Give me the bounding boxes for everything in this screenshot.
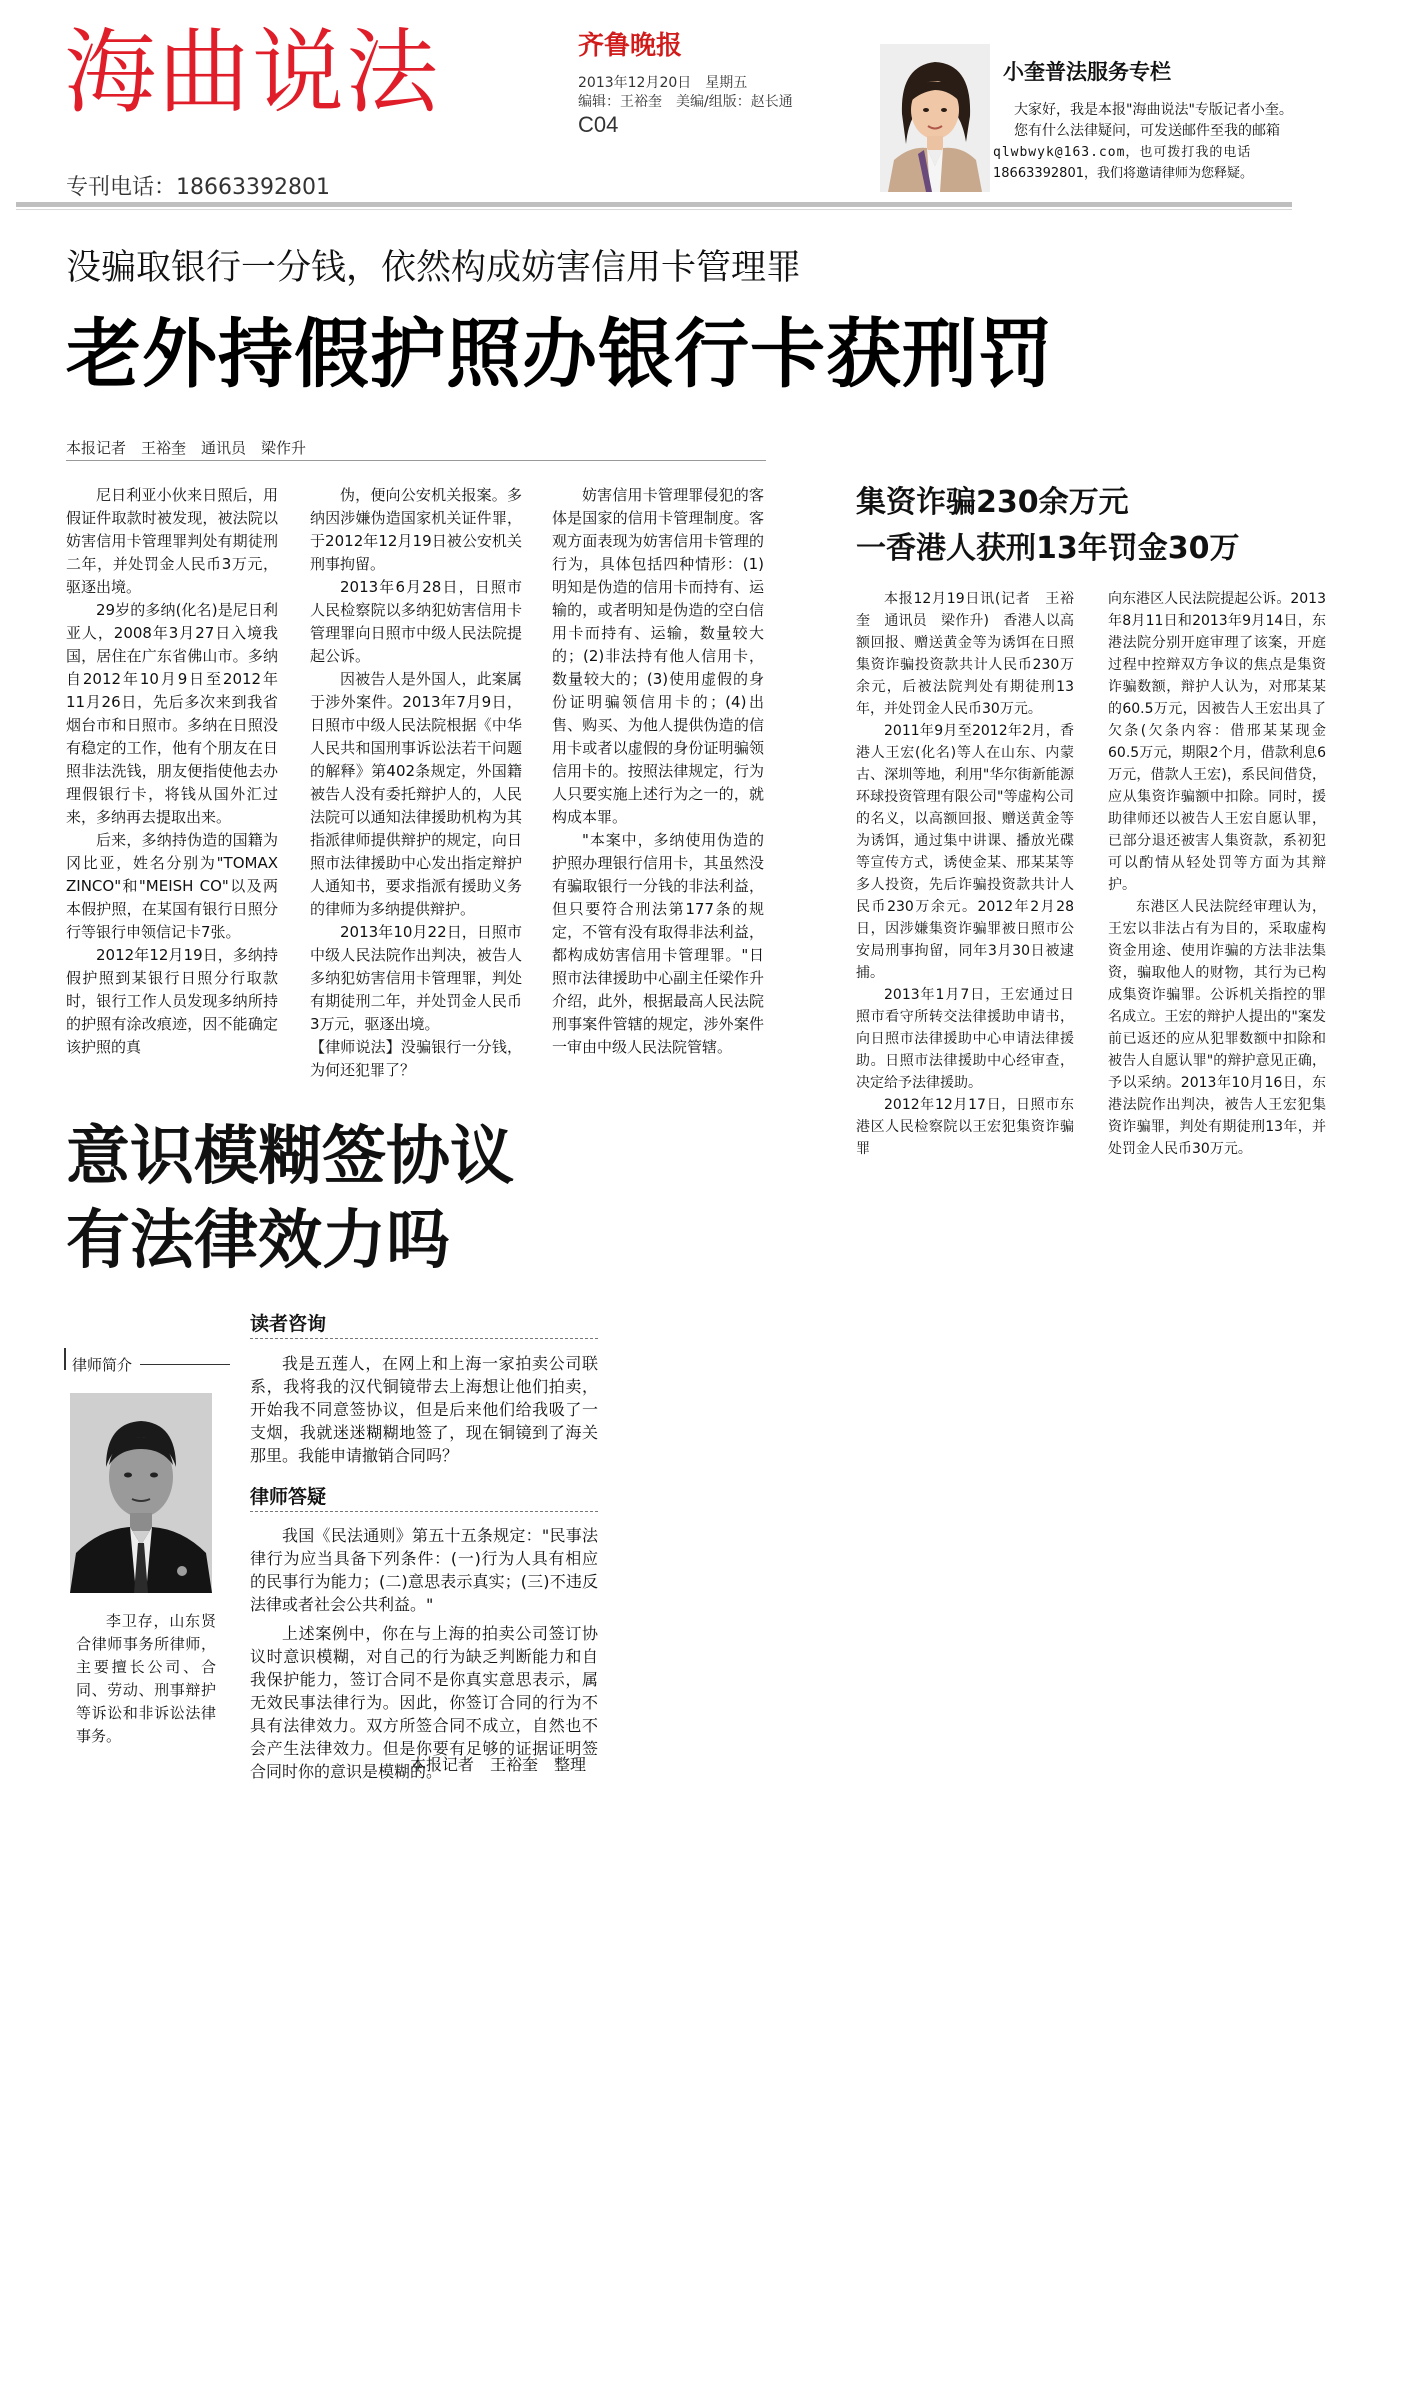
issue-date: 2013年12月20日 星期五 bbox=[578, 75, 748, 91]
paragraph: 因被告人是外国人，此案属于涉外案件。2013年7月9日，日照市中级人民法院根据《中华人民共和国刑事诉讼法若干问题的解释》第402条规定，外国籍被告人没有委托辩护人的，人民法院可以通知法律援助机构为其指派律师提供辩护的规定，向日照市法律援助中心发出指定辩护人通知书，要求指派有援助义务的律师为多纳提供辩护。 bbox=[310, 670, 522, 918]
masthead-title: 海曲说法 bbox=[64, 19, 441, 126]
paragraph: 2012年12月19日，多纳持假护照到某银行日照分行取款时，银行工作人员发现多纳所持的护照有涂改痕迹，因不能确定该护照的真 bbox=[66, 946, 278, 1056]
byline-rule bbox=[66, 460, 766, 461]
lawyer-portrait-image bbox=[70, 1393, 212, 1593]
paragraph: 2013年10月22日，日照市中级人民法院作出判决，被告人多纳犯妨害信用卡管理罪，判处有期徒刑二年，并处罚金人民币3万元，驱逐出境。 bbox=[310, 923, 522, 1033]
column-box-line: 大家好，我是本报"海曲说法"专版记者小奎。 bbox=[1014, 102, 1293, 118]
paragraph: 东港区人民法院经审理认为，王宏以非法占有为目的，采取虚构资金用途、使用诈骗的方法非法集资，骗取他人的财物，其行为已构成集资诈骗罪。公诉机关指控的罪名成立。王宏的辩护人提出的"案发前已返还的应从犯罪数额中扣除和被告人自愿认罪"的辩护意见正确，予以采纳。2013年10月16日，东港法院作出判决，被告人王宏犯集资诈骗罪，判处有期徒刑13年，并处罚金人民币30万元。 bbox=[1108, 899, 1326, 1157]
paragraph: 后来，多纳持伪造的国籍为冈比亚，姓名分别为"TOMAX ZINCO"和"MEISH CO"以及两本假护照，在某国有银行日照分行等银行申领信记卡7张。 bbox=[66, 831, 278, 941]
paragraph: 向东港区人民法院提起公诉。2013年8月11日和2013年9月14日，东港法院分别开庭审理了该案，开庭过程中控辩双方争议的焦点是集资诈骗数额，辩护人认为，对邢某某的60.5万元，因被告人王宏出具了欠条(欠条内容：借邢某某现金60.5万元，期限2个月，借款利息6万元，借款人王宏)，系民间借贷，应从集资诈骗额中扣除。同时，援助律师还以被告人王宏自愿认罪，已部分退还被害人集资款，系初犯可以酌情从轻处罚等方面为其辩护。 bbox=[1108, 591, 1326, 893]
paragraph: 本报12月19日讯(记者 王裕奎 通讯员 梁作升) 香港人以高额回报、赠送黄金等为诱饵在日照集资诈骗投资款共计人民币230万余元，后被法院判处有期徒刑13年，并处罚金人民币30万元。 bbox=[856, 591, 1074, 717]
qa-headline bbox=[66, 1115, 514, 1283]
column-box-email-line: qlwbwyk@163.com，也可拨打我的电话 bbox=[993, 145, 1252, 160]
lawyer-says-heading: 【律师说法】没骗银行一分钱，为何还犯罪了？ bbox=[310, 1038, 522, 1079]
lawyer-section-title: 律师答疑 bbox=[250, 1486, 327, 1508]
bio-label-rule bbox=[140, 1364, 230, 1365]
paragraph: 我是五莲人，在网上和上海一家拍卖公司联系，我将我的汉代铜镜带去上海想让他们拍卖，开始我不同意签协议，但是后来他们给我吸了一支烟，我就迷迷糊糊地签了，现在铜镜到了海关那里。我能申请撤销合同吗？ bbox=[250, 1354, 598, 1465]
bio-label-bar bbox=[64, 1348, 66, 1370]
lawyer-section-rule bbox=[250, 1511, 598, 1512]
lawyer-photo bbox=[70, 1393, 212, 1593]
paragraph: 妨害信用卡管理罪侵犯的客体是国家的信用卡管理制度。客观方面表现为妨害信用卡管理的行为，具体包括四种情形：(1)明知是伪造的信用卡而持有、运输的，或者明知是伪造的空白信用卡而持有、运输，数量较大的；(2)非法持有他人信用卡，数量较大的；(3)使用虚假的身份证明骗领信用卡的；(4)出售、购买、为他人提供伪造的信用卡或者以虚假的身份证明骗领信用卡的。按照法律规定，行为人只要实施上述行为之一的，就构成本罪。 bbox=[552, 486, 764, 826]
reader-question bbox=[250, 1352, 598, 1467]
reader-section-rule bbox=[250, 1338, 598, 1339]
side-column-2 bbox=[1108, 588, 1326, 1160]
qa-headline-line-1: 意识模糊签协议 bbox=[66, 1120, 514, 1194]
lead-column-2 bbox=[310, 484, 522, 1082]
page-number: C04 bbox=[578, 112, 619, 137]
paragraph: 2013年1月7日，王宏通过日照市看守所转交法律援助申请书，向日照市法律援助中心申请法律援助。日照市法律援助中心经审查，决定给予法律援助。 bbox=[856, 987, 1074, 1091]
newspaper-brand: 齐鲁晚报 bbox=[578, 31, 683, 61]
lead-kicker: 没骗取银行一分钱，依然构成妨害信用卡管理罪 bbox=[66, 248, 802, 288]
masthead-rule bbox=[16, 202, 1292, 207]
bio-label: 律师简介 bbox=[72, 1356, 133, 1374]
side-headline-line-1: 集资诈骗230余万元 bbox=[856, 485, 1129, 520]
qa-sign-off: 本报记者 王裕奎 整理 bbox=[410, 1755, 587, 1774]
column-box-text bbox=[993, 100, 1293, 184]
lead-column-3 bbox=[552, 484, 764, 1059]
side-column-1 bbox=[856, 588, 1074, 1160]
side-headline bbox=[856, 480, 1240, 572]
paragraph: 我国《民法通则》第五十五条规定："民事法律行为应当具备下列条件：(一)行为人具有相应的民事行为能力；(二)意思表示真实；(三)不违反法律或者社会公共利益。" bbox=[250, 1526, 598, 1614]
qa-headline-line-2: 有法律效力吗 bbox=[66, 1204, 450, 1278]
column-box-line: 18663392801，我们将邀请律师为您释疑。 bbox=[993, 166, 1253, 181]
lead-column-1 bbox=[66, 484, 278, 1059]
lead-headline: 老外持假护照办银行卡获刑罚 bbox=[66, 310, 1055, 398]
paragraph: 上述案例中，你在与上海的拍卖公司签订协议时意识模糊，对自己的行为缺乏判断能力和自我保护能力，签订合同不是你真实意思表示，属无效民事法律行为。因此，你签订合同的行为不具有法律效力。双方所签合同不成立，自然也不会产生法律效力。但是你要有足够的证据证明签合同时你的意识是模糊的。 bbox=[250, 1624, 598, 1781]
lead-byline: 本报记者 王裕奎 通讯员 梁作升 bbox=[66, 439, 307, 457]
masthead-rule-thin bbox=[16, 209, 1292, 210]
column-box-line: 您有什么法律疑问，可发送邮件至我的邮箱 bbox=[1014, 123, 1280, 139]
editor-line: 编辑：王裕奎 美编/组版：赵长通 bbox=[578, 94, 793, 110]
column-box-title: 小奎普法服务专栏 bbox=[1003, 60, 1171, 84]
lawyer-bio: 李卫存，山东贤合律师事务所律师，主要擅长公司、合同、劳动、刑事辩护等诉讼和非诉讼法律事务。 bbox=[76, 1612, 216, 1745]
paragraph: 2013年6月28日，日照市人民检察院以多纳犯妨害信用卡管理罪向日照市中级人民法院提起公诉。 bbox=[310, 578, 522, 665]
paragraph: 29岁的多纳(化名)是尼日利亚人，2008年3月27日入境我国，居住在广东省佛山市。多纳自2012年10月9日至2012年11月26日，先后多次来到我省烟台市和日照市。多纳在日照没有稳定的工作，他有个朋友在日照非法洗钱，朋友便指使他去办理假银行卡，将钱从国外汇过来，多纳再去提取出来。 bbox=[66, 601, 278, 826]
hotline: 专刊电话：18663392801 bbox=[66, 175, 330, 200]
paragraph: 2012年12月17日，日照市东港区人民检察院以王宏犯集资诈骗罪 bbox=[856, 1097, 1074, 1157]
paragraph: 尼日利亚小伙来日照后，用假证件取款时被发现，被法院以妨害信用卡管理罪判处有期徒刑二年，并处罚金人民币3万元，驱逐出境。 bbox=[66, 486, 278, 596]
portrait-image bbox=[880, 44, 990, 192]
paragraph: "本案中，多纳使用伪造的护照办理银行信用卡，其虽然没有骗取银行一分钱的非法利益，但只要符合刑法第177条的规定，不管有没有取得非法利益，都构成妨害信用卡管理罪。"日照市法律援助中心副主任梁作升介绍，此外，根据最高人民法院刑事案件管辖的规定，涉外案件一审由中级人民法院管辖。 bbox=[552, 831, 764, 1056]
paragraph: 2011年9月至2012年2月，香港人王宏(化名)等人在山东、内蒙古、深圳等地，利用"华尔街新能源环球投资管理有限公司"等虚构公司的名义，以高额回报、赠送黄金等为诱饵，通过集中讲课、播放光碟等宣传方式，诱使金某、邢某某等多人投资，先后诈骗投资款共计人民币230万余元。2012年2月28日，因涉嫌集资诈骗罪被日照市公安局刑事拘留，同年3月30日被逮捕。 bbox=[856, 723, 1074, 981]
reporter-photo bbox=[880, 44, 990, 192]
paragraph: 伪，便向公安机关报案。多纳因涉嫌伪造国家机关证件罪，于2012年12月19日被公安机关刑事拘留。 bbox=[310, 486, 522, 573]
reader-section-title: 读者咨询 bbox=[250, 1313, 327, 1335]
side-headline-line-2: 一香港人获刑13年罚金30万 bbox=[856, 531, 1240, 566]
lawyer-answer bbox=[250, 1524, 598, 1783]
